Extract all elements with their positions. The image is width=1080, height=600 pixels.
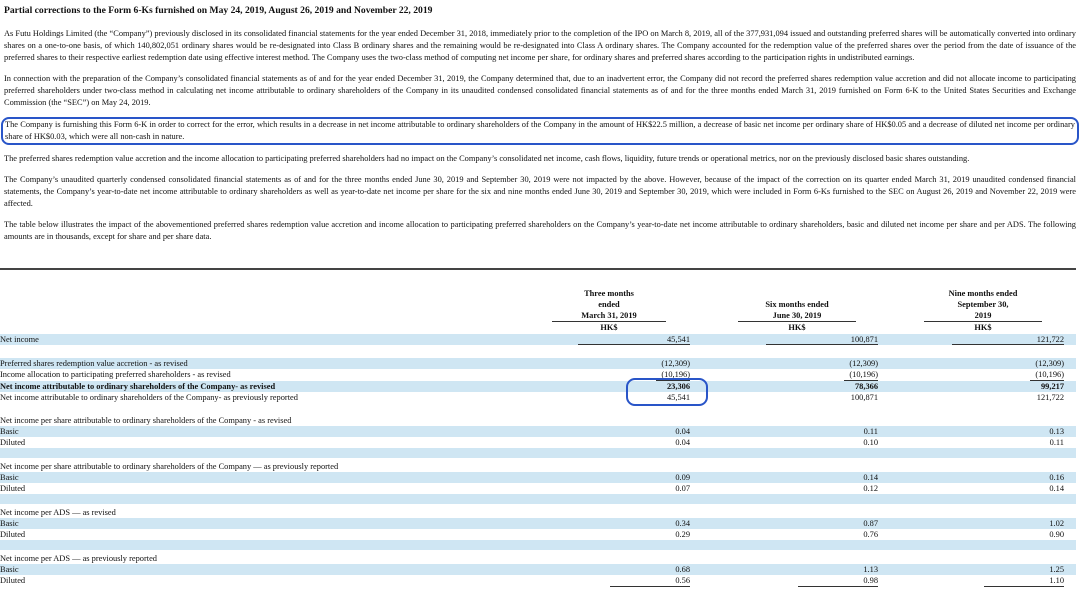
cell-value: 0.10 <box>863 438 878 447</box>
cell-value: 0.14 <box>1049 484 1064 493</box>
column-header-nine-months <box>924 288 1042 333</box>
table-row <box>0 518 1076 529</box>
column-header-six-months <box>738 299 856 333</box>
row-label: Diluted <box>0 484 26 493</box>
column-header-line: March 31, 2019 <box>581 311 637 320</box>
cell-value: 45,541 <box>666 393 690 402</box>
column-header-line: September 30, <box>957 300 1009 309</box>
row-label: Net income <box>0 335 39 344</box>
cell-value: (12,309) <box>661 359 690 368</box>
cell-value: (12,309) <box>1035 359 1064 368</box>
row-label: Net income per share attributable to ordinary shareholders of the Company - as revised <box>0 416 292 425</box>
highlight-circle <box>626 378 708 406</box>
column-unit: HK$ <box>924 321 1042 333</box>
table-row <box>0 437 1076 448</box>
paragraph-background: As Futu Holdings Limited (the “Company”) previously disclosed in its consolidated financial statements for the year ended December 31, 2018, immediately prior to the completion of the IPO on March 8, 2019, all of the 377,931,094 issued and outstanding preferred shares will be automatically converted into ordinary shares on a one-to-one basis, of which 140,802,051 ordinary shares would be re-designated into Class B ordinary shares and the remaining would be re-designated into Class A ordinary shares. The Company accounted for the redemption value of the preferred shares over the period from the date of issuance of the preferred shares to their respective earliest redemption date using effective interest method. The Company uses the two-class method of computing net income per share, for ordinary shares and preferred shares according to the participation rights in undistributed earnings. <box>4 29 1076 62</box>
table-row <box>0 381 1076 392</box>
column-unit: HK$ <box>552 321 666 333</box>
cell-value: (10,196) <box>1035 370 1064 379</box>
table-row <box>0 358 1076 369</box>
cell-value: 0.56 <box>675 576 690 585</box>
cell-value: 0.98 <box>863 576 878 585</box>
paragraph-error: In connection with the preparation of the Company’s consolidated financial statements as of and for the year ended December 31, 2019, the Company determined that, due to an inadvertent error, the Company did not record the preferred shares redemption value accretion and did not allocate income to participating preferred shareholders under two-class method in calculating net income attributable to ordinary shareholders of the Company in its unaudited condensed consolidated financial statements as of and for the three months ended March 31, 2019 furnished on Form 6-K to the United States Securities and Exchange Commission (the “SEC”) on May 24, 2019. <box>4 74 1076 107</box>
cell-value: 121,722 <box>1036 335 1064 344</box>
paragraph-quarterly: The Company’s unaudited quarterly condensed consolidated financial statements as of and for the three months ended June 30, 2019 and September 30, 2019 were not impacted by the above. However, because of the impact of the correction on its quarter ended March 31, 2019 unaudited condensed financial statements, the Company’s year-to-date net income attributable to ordinary shareholders as well as year-to-date net income per share for the six and nine months ended June 30, 2019 and September 30, 2019, which were included in Form 6-Ks furnished to the SEC on August 26, 2019 and November 22, 2019 were affected. <box>4 175 1076 208</box>
underline <box>766 344 878 345</box>
paragraph-correction-highlighted: The Company is furnishing this Form 6-K in order to correct for the error, which results in a decrease in net income attributable to ordinary shareholders of the Company in the amount of HK$22.5 million, a decrease of basic net income per ordinary share of HK$0.05 and a decrease of diluted net income per ordinary share of HK$0.03, which were all non-cash in nature. <box>1 117 1079 145</box>
cell-value: 78,366 <box>854 382 878 391</box>
table-row <box>0 529 1076 540</box>
column-header-line: 2019 <box>974 311 992 320</box>
row-label: Net income attributable to ordinary shareholders of the Company- as revised <box>0 382 276 391</box>
column-header-line: Three months <box>584 289 634 298</box>
cell-value: 0.12 <box>863 484 878 493</box>
table-row <box>0 564 1076 575</box>
row-label: Net income attributable to ordinary shareholders of the Company- as previously reported <box>0 393 298 402</box>
cell-value: 0.11 <box>863 427 878 436</box>
cell-value: 0.04 <box>675 427 690 436</box>
column-header-line: June 30, 2019 <box>772 311 822 320</box>
cell-value: (10,196) <box>849 370 878 379</box>
cell-value: 1.25 <box>1049 565 1064 574</box>
table-row <box>0 426 1076 437</box>
section-divider <box>0 268 1076 270</box>
table-section-header <box>0 415 1076 426</box>
cell-value: 0.90 <box>1049 530 1064 539</box>
column-header-three-months <box>552 288 666 333</box>
cell-value: 0.16 <box>1049 473 1064 482</box>
underline <box>984 586 1064 587</box>
paragraph-no-impact: The preferred shares redemption value accretion and the income allocation to participating preferred shareholders had no impact on the Company’s consolidated net income, cash flows, liquidity, future trends or operational metrics, nor on the previously disclosed basic shares outstanding. <box>4 154 970 163</box>
underline <box>798 586 878 587</box>
paragraph-table-intro: The table below illustrates the impact of the abovementioned preferred shares redemption value accretion and income allocation to participating preferred shareholders on the Company’s year-to-date net income attributable to ordinary shareholders, basic and diluted net income per share and per ADS. The following amounts are in thousands, except for share and per share data. <box>4 220 1076 241</box>
table-row <box>0 483 1076 494</box>
row-label: Basic <box>0 519 19 528</box>
table-section-header <box>0 553 1076 564</box>
row-label: Income allocation to participating preferred shareholders - as revised <box>0 370 231 379</box>
cell-value: 0.07 <box>675 484 690 493</box>
column-unit: HK$ <box>738 321 856 333</box>
cell-value: 0.29 <box>675 530 690 539</box>
column-header-line: ended <box>598 300 620 309</box>
column-header-line: Nine months ended <box>948 289 1018 298</box>
cell-value: 0.76 <box>863 530 878 539</box>
row-label: Net income per ADS — as previously reported <box>0 554 157 563</box>
cell-value: 1.10 <box>1049 576 1064 585</box>
cell-value: (10,196) <box>661 370 690 379</box>
cell-value: 0.13 <box>1049 427 1064 436</box>
row-label: Basic <box>0 473 19 482</box>
table-spacer <box>0 448 1076 458</box>
table-section-header <box>0 461 1076 472</box>
cell-value: 0.14 <box>863 473 878 482</box>
table-row <box>0 575 1076 586</box>
table-row <box>0 392 1076 403</box>
row-label: Diluted <box>0 438 26 447</box>
cell-value: 0.09 <box>675 473 690 482</box>
cell-value: 99,217 <box>1040 382 1064 391</box>
cell-value: 100,871 <box>850 393 878 402</box>
cell-value: 0.34 <box>675 519 690 528</box>
column-header-line: Six months ended <box>765 300 829 309</box>
cell-value: 1.13 <box>863 565 878 574</box>
row-label: Net income per share attributable to ordinary shareholders of the Company — as previously reported <box>0 462 339 471</box>
row-label: Basic <box>0 427 19 436</box>
table-spacer <box>0 540 1076 550</box>
underline <box>578 344 690 345</box>
cell-value: 121,722 <box>1036 393 1064 402</box>
table-section-header <box>0 507 1076 518</box>
table-row <box>0 472 1076 483</box>
document <box>4 5 1076 252</box>
row-label: Diluted <box>0 576 26 585</box>
row-label: Net income per ADS — as revised <box>0 508 116 517</box>
cell-value: 100,871 <box>850 335 878 344</box>
table-spacer <box>0 494 1076 504</box>
cell-value: 0.68 <box>675 565 690 574</box>
underline <box>952 344 1064 345</box>
cell-value: 1.02 <box>1049 519 1064 528</box>
cell-value: 0.87 <box>863 519 878 528</box>
cell-value: (12,309) <box>849 359 878 368</box>
cell-value: 0.11 <box>1049 438 1064 447</box>
row-label: Basic <box>0 565 19 574</box>
cell-value: 45,541 <box>666 335 690 344</box>
table-row-net-income <box>0 334 1076 345</box>
row-label: Diluted <box>0 530 26 539</box>
page-title: Partial corrections to the Form 6-Ks furnished on May 24, 2019, August 26, 2019 and November 22, 2019 <box>4 5 433 16</box>
row-label: Preferred shares redemption value accretion - as revised <box>0 359 188 368</box>
cell-value: 23,306 <box>666 382 690 391</box>
table-row <box>0 369 1076 380</box>
cell-value: 0.04 <box>675 438 690 447</box>
underline <box>610 586 690 587</box>
